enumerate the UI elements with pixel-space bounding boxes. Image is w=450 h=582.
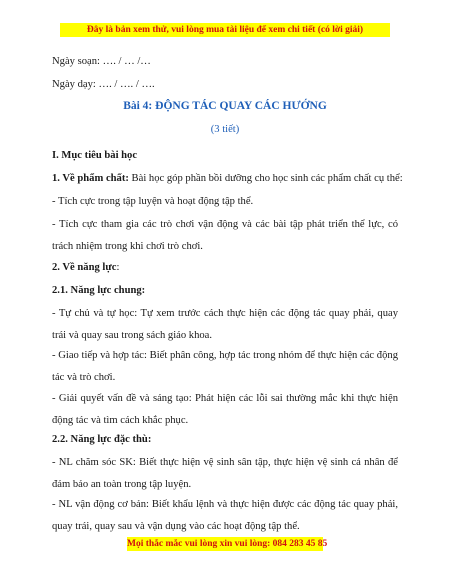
general-item-self-study: - Tự chủ và tự học: Tự xem trước cách thực hiện các động tác quay phải, quay trái và quay sau trong sách giáo khoa. [52, 308, 398, 341]
competence-heading [52, 262, 398, 274]
specific-competence-heading: 2.2. Năng lực đặc thù: [52, 434, 152, 445]
lesson-title: Bài 4: ĐỘNG TÁC QUAY CÁC HƯỚNG [123, 100, 327, 112]
preview-notice-banner: Đây là bản xem thử, vui lòng mua tài liệu để xem chi tiết (có lời giải) [60, 23, 390, 37]
qualities-label: 1. Về phẩm chất: [52, 173, 129, 184]
general-competence-heading: 2.1. Năng lực chung: [52, 285, 146, 296]
qualities-item-2: - Tích cực tham gia các trò chơi vận động và các bài tập phát triển thể lực, có trách nhiệm trong khi chơi trò chơi. [52, 219, 398, 252]
specific-item-motor-skills: - NL vận động cơ bản: Biết khẩu lệnh và thực hiện được các động tác quay phải, quay trái, quay sau và vận dụng vào các hoạt động tập thể. [52, 499, 398, 532]
qualities-text: Bài học góp phần bồi dưỡng cho học sinh các phẩm chất cụ thể: [128, 173, 403, 184]
contact-footer-banner: Mọi thắc mắc vui lòng xin vui lòng: 084 283 45 85 [127, 539, 328, 549]
general-item-problem-solving: - Giải quyết vấn đề và sáng tạo: Phát hiện các lỗi sai thường mắc khi thực hiện động tác và tìm cách khắc phục. [52, 393, 398, 426]
general-item-communication: - Giao tiếp và hợp tác: Biết phân công, hợp tác trong nhóm để thực hiện các động tác và trò chơi. [52, 350, 398, 383]
section-objectives-heading: I. Mục tiêu bài học [52, 150, 138, 161]
date-taught: Ngày dạy: …. / …. / …. [52, 79, 155, 90]
qualities-item-1: - Tích cực trong tập luyện và hoạt động tập thể. [52, 196, 254, 207]
qualities-paragraph [52, 173, 403, 185]
date-prepared: Ngày soạn: …. / … /… [52, 56, 151, 67]
specific-item-health-care: - NL chăm sóc SK: Biết thực hiện vệ sinh sân tập, thực hiện vệ sinh cá nhân để đảm bảo an toàn trong tập luyện. [52, 457, 398, 490]
competence-colon: : [116, 262, 120, 273]
competence-label: 2. Về năng lực [52, 262, 117, 273]
lesson-periods: (3 tiết) [210, 124, 240, 135]
